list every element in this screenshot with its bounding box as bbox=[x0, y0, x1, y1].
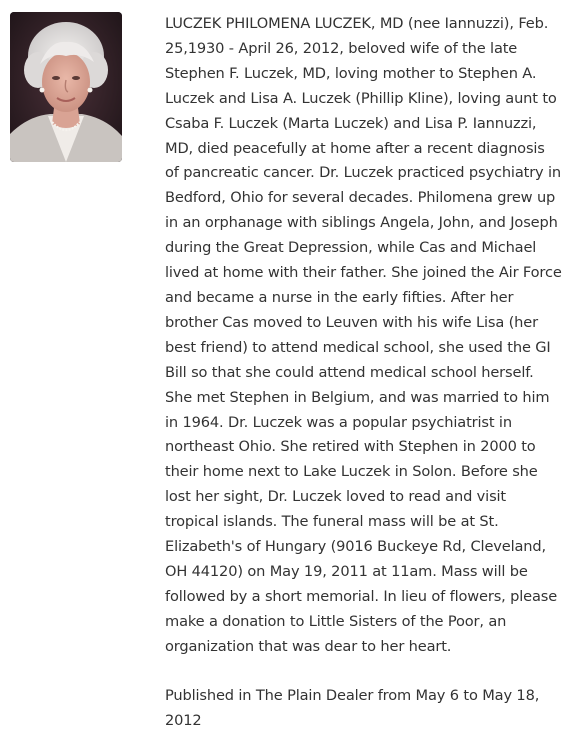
portrait-image bbox=[10, 12, 122, 162]
publication-notice: Published in The Plain Dealer from May 6 to May 18, 2012 bbox=[165, 687, 540, 729]
obituary-text: LUCZEK PHILOMENA LUCZEK, MD (nee Iannuzzi), Feb. 25,1930 - April 26, 2012, beloved wife of the late Stephen F. Luczek, MD, loving mother to Stephen A. Luczek and Lisa A. Luczek (Phillip Kline), loving aunt to Csaba F. Luczek (Marta Luczek) and Lisa P. Iannuzzi, MD, died peacefully at home after a recent diagnosis of pancreatic cancer. Dr. Luczek practiced psychiatry in Bedford, Ohio for several decades. Philomena grew up in an orphanage with siblings Angela, John, and Joseph during the Great Depression, while Cas and Michael lived at home with their father. She joined the Air Force and became a nurse in the early fifties. After her brother Cas moved to Leuven with his wife Lisa (her best friend) to attend medical school, she used the GI Bill so that she could attend medical school herself. She met Stephen in Belgium, and was married to him in 1964. Dr. Luczek was a popular psychiatrist in northeast Ohio. She retired with Stephen in 2000 to their home next to Lake Luczek in Solon. Before she lost her sight, Dr. Luczek loved to read and visit tropical islands. The funeral mass will be at St. Elizabeth's of Hungary (9016 Buckeye Rd, Cleveland, OH 44120) on May 19, 2011 at 11am. Mass will be followed by a short memorial. In lieu of flowers, please make a donation to Little Sisters of the Poor, an organization that was dear to her heart. bbox=[165, 15, 562, 655]
portrait-photo bbox=[10, 12, 122, 162]
